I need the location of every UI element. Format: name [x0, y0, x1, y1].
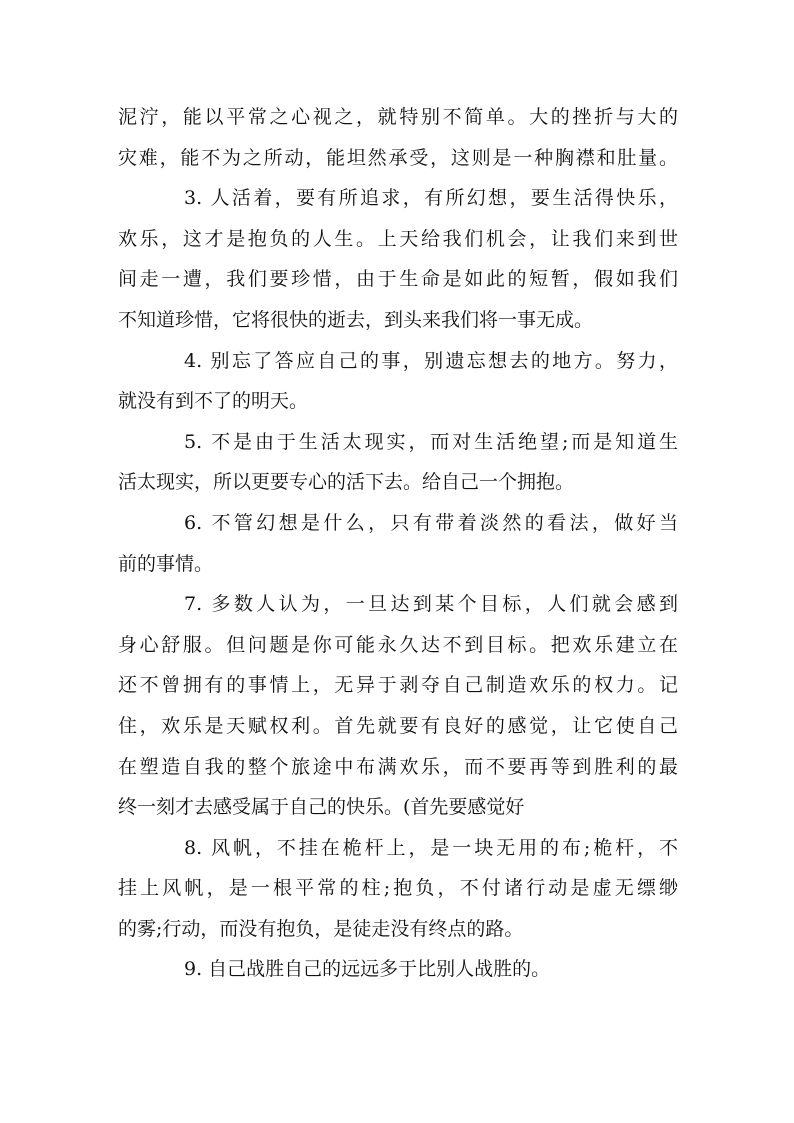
text-line: 4. 别忘了答应自己的事，别遗忘想去的地方。努力，	[184, 349, 678, 372]
text-line: 在塑造自我的整个旅途中布满欢乐，而不要再等到胜利的最	[118, 755, 678, 778]
text-line: 间走一遭，我们要珍惜，由于生命是如此的短暂，假如我们	[118, 268, 678, 291]
text-line: 灾难，能不为之所动，能坦然承受，这则是一种胸襟和肚量。	[118, 146, 678, 169]
text-line: 还不曾拥有的事情上，无异于剥夺自己制造欢乐的权力。记	[118, 674, 678, 697]
text-line: 3. 人活着，要有所追求，有所幻想，要生活得快乐，	[184, 187, 678, 210]
text-line: 前的事情。	[118, 552, 214, 575]
document-body	[118, 97, 678, 990]
text-line: 就没有到不了的明天。	[118, 390, 309, 413]
text-line: 住，欢乐是天赋权利。首先就要有良好的感觉，让它使自己	[118, 714, 678, 737]
text-line: 不知道珍惜，它将很快的逝去，到头来我们将一事无成。	[118, 308, 594, 331]
text-line: 终一刻才去感受属于自己的快乐。(首先要感觉好	[118, 796, 525, 819]
text-line: 7. 多数人认为，一旦达到某个目标，人们就会感到	[184, 593, 678, 616]
text-line: 的雾;行动，而没有抱负，是徒走没有终点的路。	[118, 917, 524, 940]
text-line: 活太现实，所以更要专心的活下去。给自己一个拥抱。	[118, 471, 575, 494]
text-line: 6. 不管幻想是什么，只有带着淡然的看法，做好当	[184, 511, 678, 534]
text-line: 欢乐，这才是抱负的人生。上天给我们机会，让我们来到世	[118, 227, 678, 250]
text-line: 5. 不是由于生活太现实，而对生活绝望;而是知道生	[184, 430, 678, 453]
text-line: 9. 自己战胜自己的远远多于比别人战胜的。	[184, 958, 551, 981]
text-line: 挂上风帆，是一根平常的柱;抱负，不付诸行动是虚无缥缈	[118, 877, 678, 900]
text-line: 泥泞，能以平常之心视之，就特别不简单。大的挫折与大的	[118, 106, 678, 128]
text-line: 8. 风帆，不挂在桅杆上，是一块无用的布;桅杆，不	[184, 836, 678, 859]
text-line: 身心舒服。但问题是你可能永久达不到目标。把欢乐建立在	[118, 633, 678, 656]
